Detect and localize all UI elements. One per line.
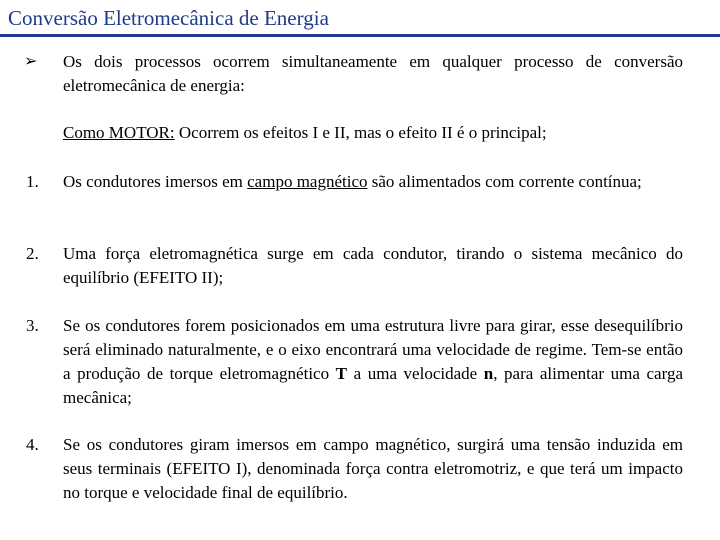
torque-symbol: T (335, 364, 348, 383)
bullet-text: Os dois processos ocorrem simultaneamente em qualquer processo de conversão eletromecânica de energia: (63, 52, 683, 95)
page-title: Conversão Eletromecânica de Energia (8, 6, 329, 30)
item-text (63, 170, 683, 194)
item-text-part: são alimentados com corrente contínua; (367, 172, 642, 191)
item-number: 4. (26, 435, 39, 454)
item-number: 2. (26, 244, 39, 263)
motor-label: Como MOTOR: (63, 123, 175, 142)
item-text: Se os condutores giram imersos em campo magnético, surgirá uma tensão induzida em seus terminais (EFEITO I), denominada força contra eletromotriz, e que terá um impacto no torque e velocidade final de equilíbrio. (63, 435, 683, 502)
item-number: 1. (26, 172, 39, 191)
item-number: 3. (26, 316, 39, 335)
title-underline (0, 34, 720, 37)
speed-symbol: n (483, 364, 494, 383)
item-text-part: Os condutores imersos em (63, 172, 248, 191)
item-text (63, 314, 683, 410)
item-text: Uma força eletromagnética surge em cada condutor, tirando o sistema mecânico do equilíbrio (EFEITO II); (63, 244, 683, 287)
item-text-underlined: campo magnético (247, 172, 368, 191)
item-text-part: a uma velocidade (347, 364, 484, 383)
motor-line (63, 121, 683, 145)
item-text-part: Se os condutores forem posicionados em uma estrutura livre para girar, esse desequilíbrio será eliminado naturalmente, e o eixo encontrará uma velocidade de regime. Tem-se então a produção de torque eletromagnético (63, 316, 683, 383)
arrow-bullet-icon: ➢ (24, 53, 38, 70)
item-text-part: , para alimentar uma carga mecânica; (63, 364, 683, 407)
motor-text: Ocorrem os efeitos I e II, mas o efeito II é o principal; (174, 123, 547, 142)
